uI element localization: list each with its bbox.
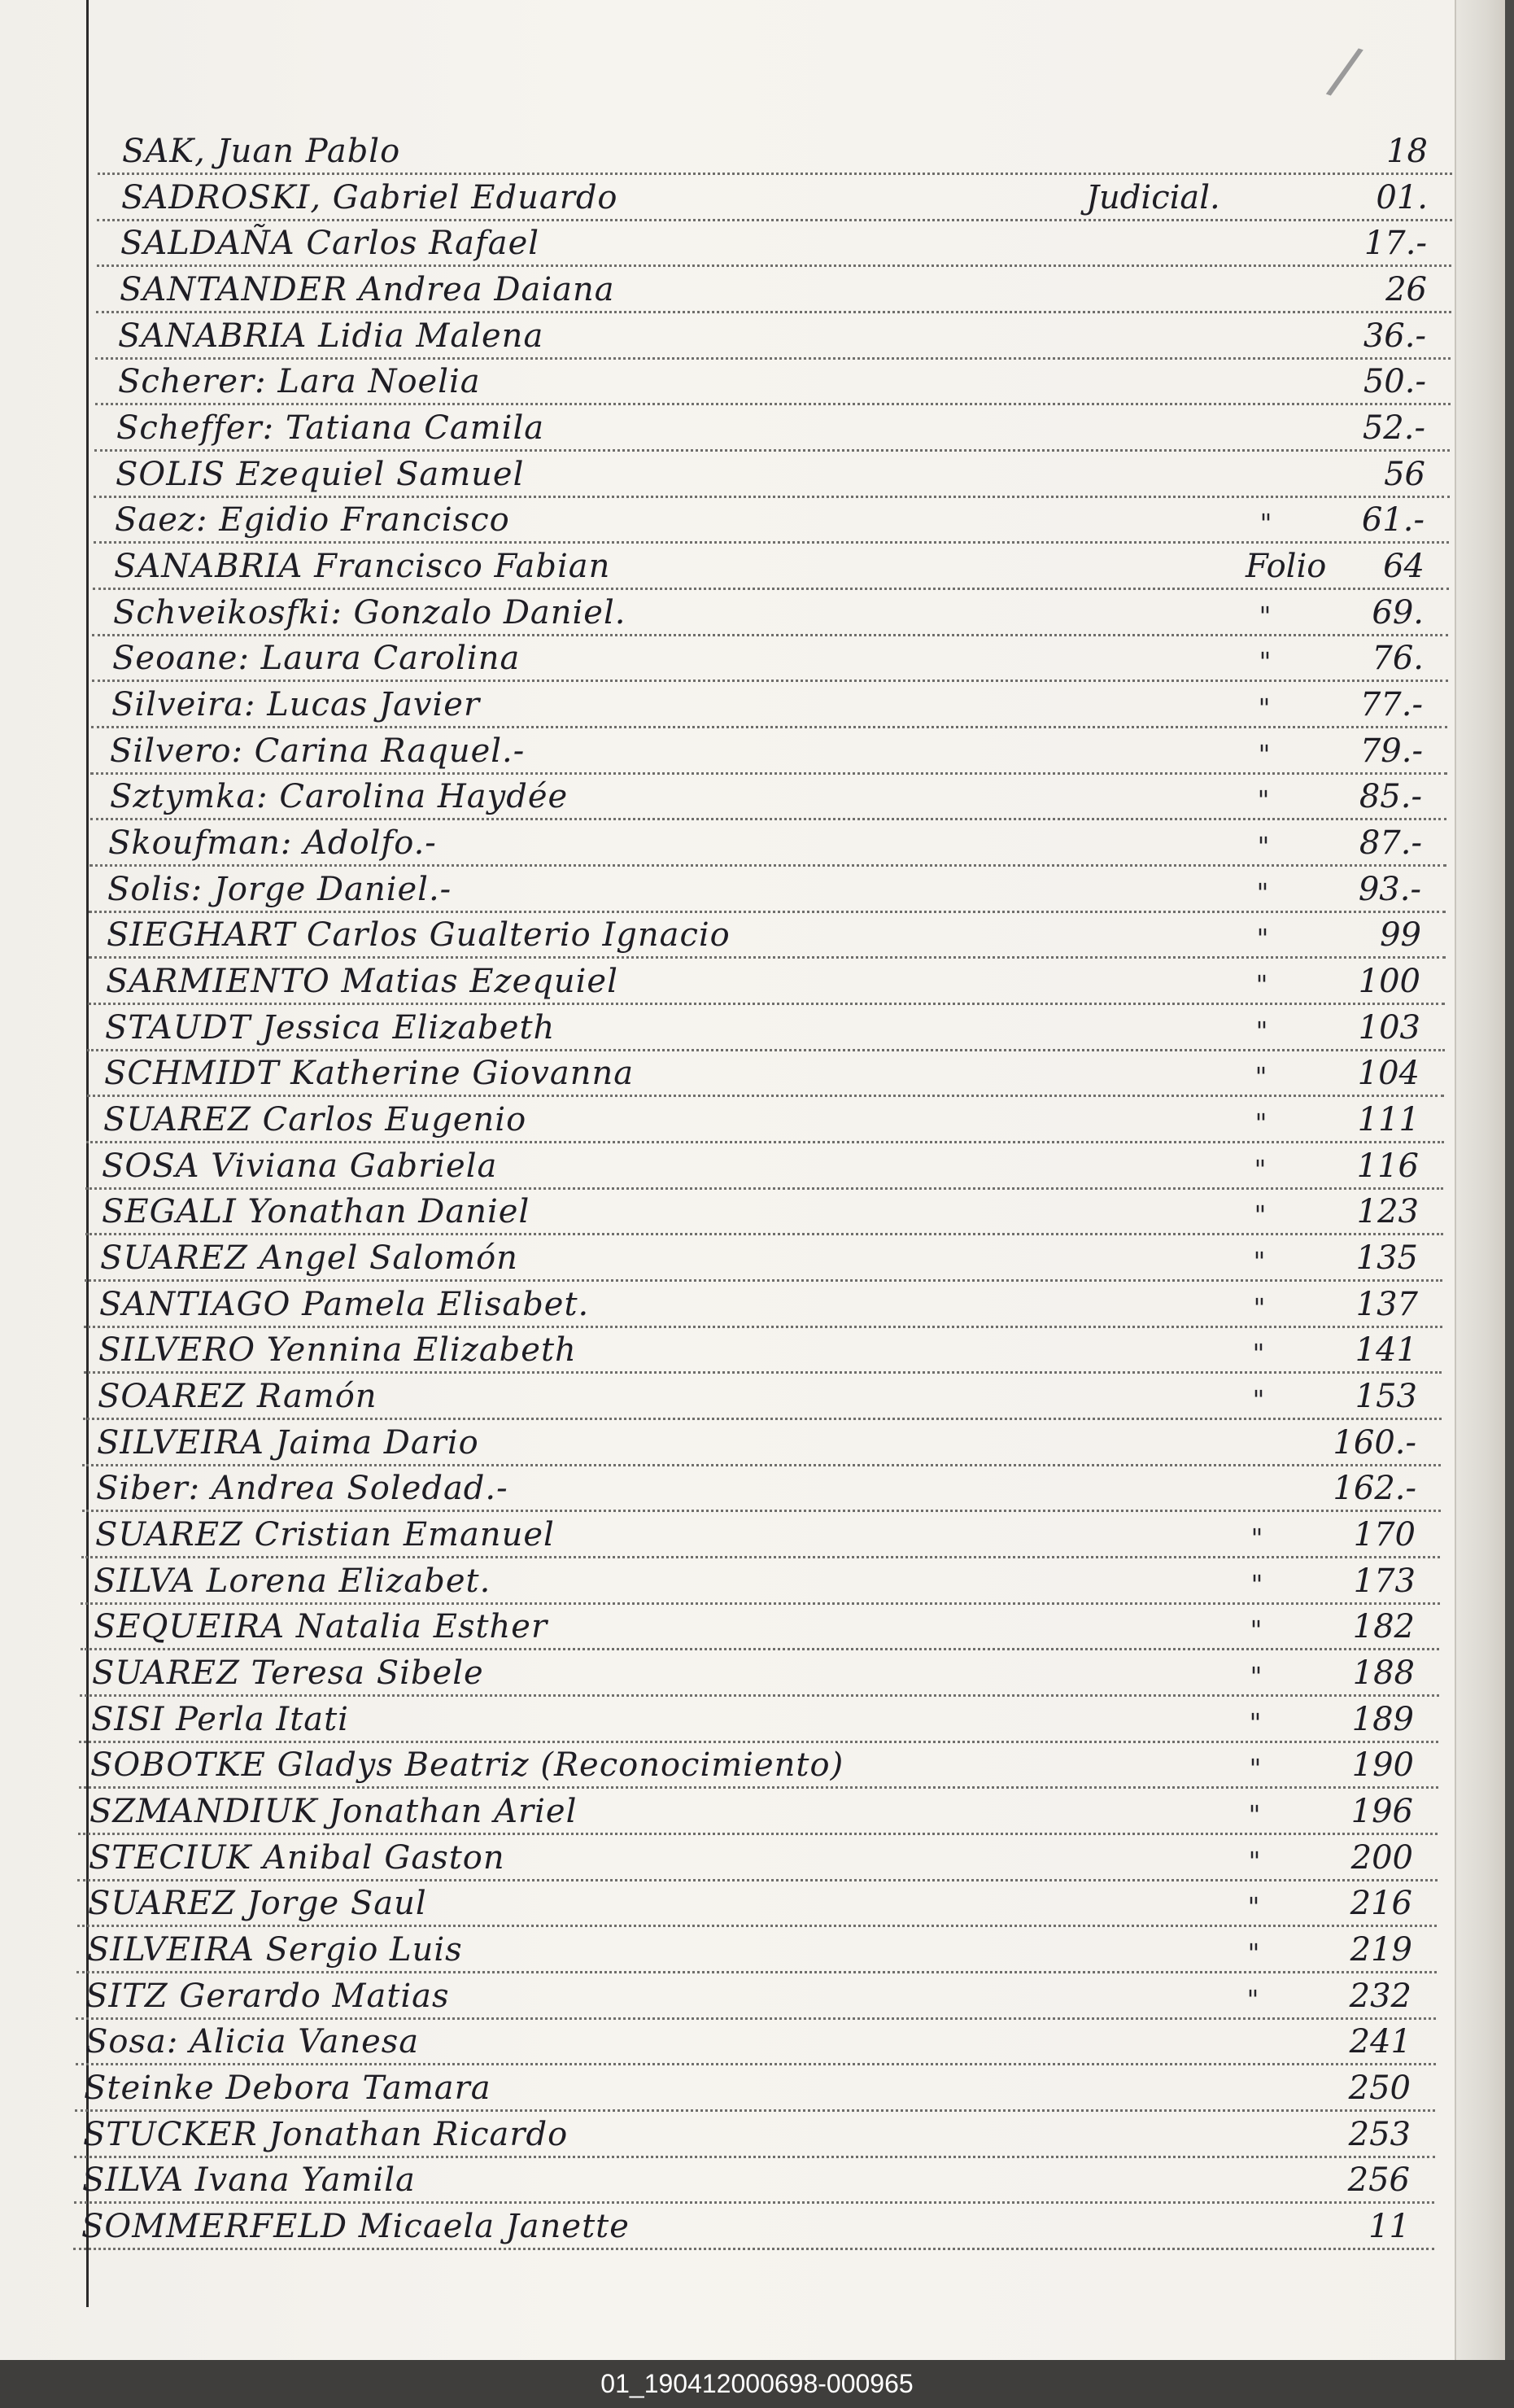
ditto-mark: ": [1250, 1661, 1263, 1692]
ledger-row: [82, 1421, 1441, 1466]
ledger-row: [75, 2066, 1435, 2112]
entry-name: SUAREZ Angel Salomón: [100, 1239, 518, 1277]
ledger-row: [82, 1466, 1441, 1512]
entry-folio: 135: [1355, 1239, 1418, 1277]
entry-folio: 93.-: [1358, 871, 1421, 908]
entry-folio: 18: [1386, 133, 1428, 170]
ledger-row: [74, 2158, 1434, 2204]
entry-folio: 87.-: [1359, 824, 1422, 862]
ditto-mark: ": [1255, 1016, 1268, 1047]
entry-name: SOBOTKE Gladys Beatriz (Reconocimiento): [90, 1746, 844, 1784]
ditto-mark: ": [1257, 784, 1270, 815]
entry-folio: 190: [1351, 1746, 1414, 1784]
page-edge: [1455, 0, 1505, 2360]
ledger-row: [89, 821, 1446, 867]
entry-name: STECIUK Anibal Gaston: [89, 1839, 505, 1877]
entry-folio: 17.-: [1363, 225, 1427, 262]
entry-name: Silvero: Carina Raquel.-: [110, 732, 526, 770]
ledger-row: [77, 1836, 1438, 1881]
ledger-row: [90, 729, 1447, 775]
ledger-row: [84, 1328, 1442, 1374]
ditto-mark: ": [1254, 1061, 1267, 1092]
entry-folio: 50.-: [1363, 363, 1426, 400]
entry-name: SOMMERFELD Micaela Janette: [81, 2208, 630, 2245]
ledger-row: [81, 1513, 1440, 1558]
entry-folio: 104: [1357, 1055, 1420, 1092]
entry-name: SEGALI Yonathan Daniel: [102, 1193, 530, 1230]
ledger-row: [78, 1790, 1438, 1835]
entry-folio: 160.-: [1333, 1424, 1416, 1462]
entry-note: Folio: [1246, 548, 1327, 585]
ledger-row: [88, 959, 1445, 1005]
ditto-mark: ": [1252, 1338, 1265, 1369]
ledger-row: [94, 406, 1450, 452]
ledger-row: [94, 498, 1449, 544]
entry-folio: 64: [1383, 548, 1425, 585]
entry-name: Solis: Jorge Daniel.-: [107, 871, 452, 908]
entry-name: SILVA Lorena Elizabet.: [94, 1562, 491, 1600]
entry-folio: 232: [1349, 1978, 1411, 2015]
entry-folio: 173: [1353, 1562, 1416, 1600]
ditto-mark: ": [1256, 923, 1269, 954]
ledger-row: [76, 2020, 1436, 2065]
entry-folio: 56: [1384, 456, 1425, 493]
ledger-row: [83, 1374, 1442, 1420]
entry-name: Steinke Debora Tamara: [84, 2069, 491, 2107]
ledger-row: [73, 2205, 1434, 2250]
entry-folio: 11: [1368, 2208, 1410, 2245]
entry-folio: 01.: [1376, 179, 1428, 216]
ledger-row: [93, 544, 1449, 590]
entry-folio: 111: [1357, 1101, 1420, 1138]
ditto-mark: ": [1253, 1246, 1266, 1277]
ditto-mark: ": [1257, 831, 1270, 862]
ledger-row: [79, 1698, 1438, 1743]
ditto-mark: ": [1253, 1292, 1266, 1323]
entry-name: SANTIAGO Pamela Elisabet.: [99, 1286, 590, 1323]
ledger-row: [86, 1098, 1444, 1143]
ledger-row: [96, 268, 1451, 313]
ditto-mark: ": [1247, 1891, 1260, 1922]
entry-name: SISI Perla Itati: [91, 1701, 349, 1738]
ditto-mark: ": [1254, 1154, 1267, 1185]
image-id-caption: 01_190412000698-000965: [0, 2360, 1514, 2408]
entry-name: SANABRIA Lidia Malena: [118, 317, 544, 355]
entry-name: SIEGHART Carlos Gualterio Ignacio: [107, 916, 731, 954]
entry-folio: 196: [1350, 1793, 1413, 1830]
ledger-row: [76, 1974, 1436, 2020]
ledger-row: [81, 1605, 1439, 1650]
entry-folio: 52.-: [1362, 409, 1425, 447]
entry-folio: 69.: [1372, 594, 1424, 631]
ditto-mark: ": [1259, 508, 1272, 539]
entry-folio: 99: [1380, 916, 1421, 954]
entry-folio: 76.: [1372, 640, 1424, 677]
entry-folio: 153: [1355, 1378, 1417, 1415]
entry-name: Saez: Egidio Francisco: [115, 501, 510, 539]
ledger-row: [77, 1881, 1437, 1927]
entry-folio: 103: [1358, 1009, 1420, 1047]
ledger-row: [95, 360, 1451, 405]
entry-name: SILVEIRA Sergio Luis: [87, 1931, 463, 1969]
entry-name: SADROSKI, Gabriel Eduardo: [121, 179, 618, 216]
entry-name: Silveira: Lucas Javier: [111, 686, 481, 723]
entry-name: SALDAÑA Carlos Rafael: [120, 225, 540, 262]
entry-name: Scheffer: Tatiana Camila: [116, 409, 545, 447]
entry-name: SARMIENTO Matias Ezequiel: [106, 963, 618, 1000]
entry-name: SUAREZ Carlos Eugenio: [103, 1101, 527, 1138]
ledger-row: [85, 1236, 1442, 1282]
entry-folio: 100: [1358, 963, 1420, 1000]
entry-name: SILVA Ivana Yamila: [82, 2161, 416, 2199]
entry-folio: 241: [1349, 2023, 1411, 2061]
ditto-mark: ": [1254, 1108, 1267, 1138]
ledger-row: [80, 1651, 1439, 1697]
entry-folio: 250: [1348, 2069, 1411, 2107]
ledger-row: [79, 1743, 1438, 1789]
entry-folio: 162.-: [1333, 1470, 1416, 1507]
ditto-mark: ": [1249, 1707, 1262, 1738]
entry-folio: 137: [1355, 1286, 1418, 1323]
entry-name: SANABRIA Francisco Fabian: [114, 548, 611, 585]
ditto-mark: ": [1250, 1569, 1263, 1600]
entry-name: SANTANDER Andrea Daiana: [120, 271, 615, 308]
ledger-row: [89, 913, 1446, 959]
ledger-row: [85, 1190, 1443, 1235]
ditto-mark: ": [1249, 1753, 1262, 1784]
entry-folio: 61.-: [1361, 501, 1425, 539]
ledger-row: [91, 683, 1447, 728]
ditto-mark: ": [1258, 693, 1271, 723]
entry-name: SEQUEIRA Natalia Esther: [94, 1608, 548, 1645]
entry-name: SUAREZ Jorge Saul: [88, 1885, 427, 1922]
entry-folio: 141: [1355, 1331, 1417, 1369]
entry-folio: 123: [1356, 1193, 1419, 1230]
entry-name: SZMANDIUK Jonathan Ariel: [89, 1793, 578, 1830]
entry-name: STUCKER Jonathan Ricardo: [83, 2116, 569, 2153]
ditto-mark: ": [1250, 1615, 1263, 1645]
ledger-row: [87, 1006, 1445, 1051]
entry-name: SUAREZ Teresa Sibele: [92, 1654, 484, 1692]
ledger-row: [90, 775, 1446, 820]
ledger-row: [97, 221, 1451, 267]
entry-folio: 188: [1352, 1654, 1415, 1692]
entry-name: SOAREZ Ramón: [98, 1378, 377, 1415]
ditto-mark: ": [1255, 969, 1268, 1000]
entry-folio: 77.-: [1359, 686, 1423, 723]
ditto-mark: ": [1256, 877, 1269, 908]
ditto-mark: ": [1250, 1523, 1263, 1554]
ledger-row: [89, 867, 1446, 913]
ditto-mark: ": [1258, 739, 1271, 770]
entry-folio: 182: [1352, 1608, 1415, 1645]
ditto-mark: ": [1254, 1200, 1267, 1230]
ditto-mark: ": [1247, 1938, 1260, 1969]
ledger-row: [94, 452, 1450, 498]
ledger-row: [87, 1051, 1444, 1097]
entry-name: STAUDT Jessica Elizabeth: [105, 1009, 556, 1047]
entry-name: SILVERO Yennina Elizabeth: [98, 1331, 577, 1369]
ditto-mark: ": [1246, 1984, 1259, 2015]
ditto-mark: ": [1259, 646, 1272, 677]
entry-name: SOLIS Ezequiel Samuel: [116, 456, 525, 493]
ditto-mark: ": [1248, 1799, 1261, 1830]
entry-name: SOSA Viviana Gabriela: [102, 1147, 498, 1185]
entry-name: Sosa: Alicia Vanesa: [85, 2023, 420, 2061]
ledger-row: [84, 1283, 1442, 1328]
entry-name: Siber: Andrea Soledad.-: [96, 1470, 508, 1507]
entry-folio: 200: [1350, 1839, 1413, 1877]
entry-name: SUAREZ Cristian Emanuel: [95, 1516, 555, 1554]
entry-folio: 189: [1351, 1701, 1414, 1738]
entry-name: SAK, Juan Pablo: [122, 133, 401, 170]
ledger-row: [76, 1928, 1437, 1973]
entry-name: Seoane: Laura Carolina: [112, 640, 521, 677]
ledger-row: [98, 129, 1452, 175]
entry-folio: 253: [1348, 2116, 1411, 2153]
ditto-mark: ": [1252, 1384, 1265, 1415]
entry-folio: 79.-: [1359, 732, 1423, 770]
ledger-row: [92, 636, 1448, 682]
entry-folio: 85.-: [1359, 778, 1422, 815]
entry-folio: 219: [1350, 1931, 1412, 1969]
entry-folio: 116: [1356, 1147, 1419, 1185]
entry-name: SCHMIDT Katherine Giovanna: [104, 1055, 635, 1092]
ditto-mark: ": [1259, 601, 1272, 631]
entry-name: Sztymka: Carolina Haydée: [110, 778, 569, 815]
ledger-row: [85, 1144, 1443, 1190]
entry-folio: 256: [1347, 2161, 1410, 2199]
ditto-mark: ": [1248, 1846, 1261, 1877]
entry-name: SITZ Gerardo Matias: [85, 1978, 450, 2015]
ledger-row: [81, 1559, 1440, 1605]
entry-name: Scherer: Lara Noelia: [118, 363, 481, 400]
entry-name: Skoufman: Adolfo.-: [108, 824, 437, 862]
entry-folio: 26: [1385, 271, 1427, 308]
ledger-row: [95, 314, 1451, 360]
entry-note: Judicial.: [1086, 179, 1220, 216]
ledger-row: [74, 2113, 1435, 2158]
entry-name: SILVEIRA Jaima Dario: [97, 1424, 479, 1462]
ledger-row: [97, 176, 1452, 221]
entry-folio: 170: [1353, 1516, 1416, 1554]
tick-mark: /: [1323, 31, 1368, 110]
ledger-row: [92, 591, 1448, 636]
entry-folio: 216: [1350, 1885, 1412, 1922]
entry-folio: 36.-: [1363, 317, 1426, 355]
entry-name: Schveikosfki: Gonzalo Daniel.: [113, 594, 626, 631]
